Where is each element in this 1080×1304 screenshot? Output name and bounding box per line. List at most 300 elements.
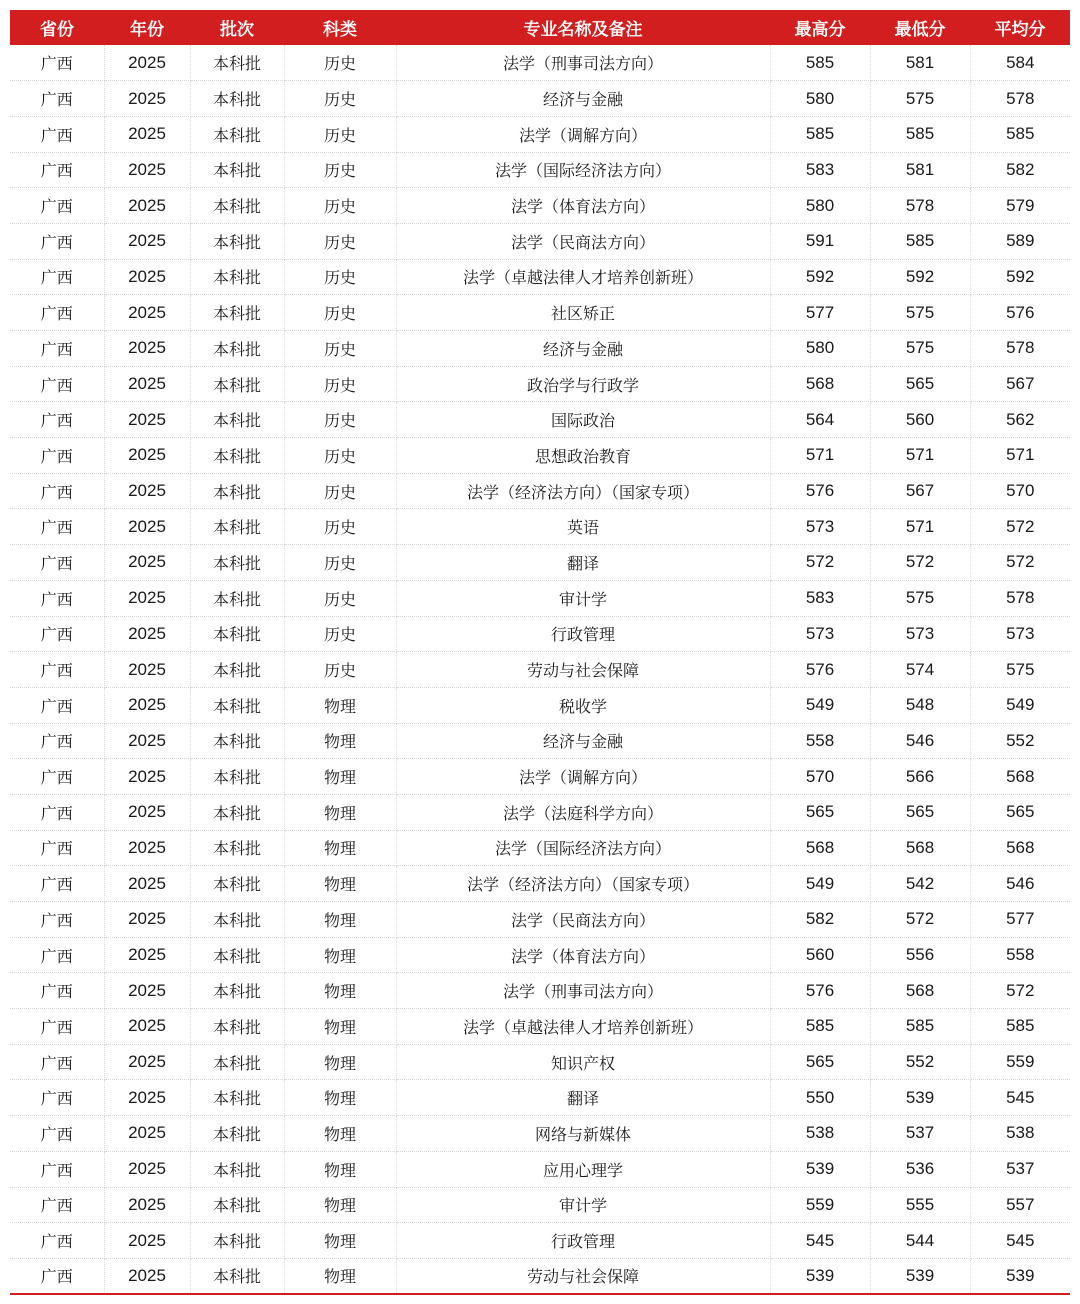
cell-avg-score: 537 bbox=[970, 1151, 1070, 1187]
cell-avg-score: 575 bbox=[970, 652, 1070, 688]
table-row bbox=[10, 973, 1070, 1009]
cell-province: 广西 bbox=[10, 1009, 104, 1045]
cell-year: 2025 bbox=[104, 616, 190, 652]
cell-min-score: 581 bbox=[870, 152, 970, 188]
cell-subject-category: 物理 bbox=[284, 794, 396, 830]
cell-min-score: 575 bbox=[870, 81, 970, 117]
cell-province: 广西 bbox=[10, 223, 104, 259]
cell-major-name: 法学（刑事司法方向） bbox=[396, 973, 770, 1009]
cell-max-score: 580 bbox=[770, 81, 870, 117]
cell-min-score: 568 bbox=[870, 973, 970, 1009]
cell-year: 2025 bbox=[104, 509, 190, 545]
cell-avg-score: 562 bbox=[970, 402, 1070, 438]
cell-province: 广西 bbox=[10, 1044, 104, 1080]
cell-major-name: 法学（法庭科学方向） bbox=[396, 794, 770, 830]
cell-min-score: 565 bbox=[870, 794, 970, 830]
table-row bbox=[10, 1151, 1070, 1187]
cell-min-score: 566 bbox=[870, 759, 970, 795]
cell-batch: 本科批 bbox=[190, 973, 284, 1009]
cell-major-name: 经济与金融 bbox=[396, 723, 770, 759]
cell-avg-score: 592 bbox=[970, 259, 1070, 295]
cell-province: 广西 bbox=[10, 723, 104, 759]
cell-year: 2025 bbox=[104, 188, 190, 224]
cell-year: 2025 bbox=[104, 81, 190, 117]
header-province: 省份 bbox=[10, 10, 104, 45]
cell-subject-category: 历史 bbox=[284, 366, 396, 402]
cell-batch: 本科批 bbox=[190, 866, 284, 902]
cell-batch: 本科批 bbox=[190, 366, 284, 402]
cell-batch: 本科批 bbox=[190, 937, 284, 973]
cell-max-score: 582 bbox=[770, 902, 870, 938]
header-year: 年份 bbox=[104, 10, 190, 45]
cell-batch: 本科批 bbox=[190, 723, 284, 759]
table-row bbox=[10, 1080, 1070, 1116]
cell-subject-category: 历史 bbox=[284, 152, 396, 188]
cell-province: 广西 bbox=[10, 259, 104, 295]
table-row bbox=[10, 1187, 1070, 1223]
cell-year: 2025 bbox=[104, 652, 190, 688]
cell-min-score: 585 bbox=[870, 116, 970, 152]
cell-batch: 本科批 bbox=[190, 1223, 284, 1259]
cell-max-score: 538 bbox=[770, 1116, 870, 1152]
cell-year: 2025 bbox=[104, 1151, 190, 1187]
cell-province: 广西 bbox=[10, 1080, 104, 1116]
cell-province: 广西 bbox=[10, 937, 104, 973]
cell-max-score: 585 bbox=[770, 116, 870, 152]
cell-batch: 本科批 bbox=[190, 116, 284, 152]
table-row bbox=[10, 366, 1070, 402]
cell-max-score: 568 bbox=[770, 830, 870, 866]
cell-max-score: 573 bbox=[770, 616, 870, 652]
cell-max-score: 583 bbox=[770, 152, 870, 188]
cell-avg-score: 589 bbox=[970, 223, 1070, 259]
cell-batch: 本科批 bbox=[190, 509, 284, 545]
cell-max-score: 568 bbox=[770, 366, 870, 402]
cell-year: 2025 bbox=[104, 1187, 190, 1223]
cell-min-score: 542 bbox=[870, 866, 970, 902]
cell-max-score: 565 bbox=[770, 1044, 870, 1080]
cell-major-name: 网络与新媒体 bbox=[396, 1116, 770, 1152]
cell-min-score: 567 bbox=[870, 473, 970, 509]
cell-major-name: 行政管理 bbox=[396, 616, 770, 652]
cell-subject-category: 历史 bbox=[284, 616, 396, 652]
cell-province: 广西 bbox=[10, 1223, 104, 1259]
cell-batch: 本科批 bbox=[190, 473, 284, 509]
cell-province: 广西 bbox=[10, 973, 104, 1009]
cell-min-score: 555 bbox=[870, 1187, 970, 1223]
table-row bbox=[10, 81, 1070, 117]
table-row bbox=[10, 652, 1070, 688]
cell-avg-score: 572 bbox=[970, 973, 1070, 1009]
cell-max-score: 592 bbox=[770, 259, 870, 295]
header-row bbox=[10, 10, 1070, 45]
cell-min-score: 548 bbox=[870, 687, 970, 723]
table-row bbox=[10, 259, 1070, 295]
cell-subject-category: 物理 bbox=[284, 830, 396, 866]
cell-batch: 本科批 bbox=[190, 331, 284, 367]
cell-subject-category: 物理 bbox=[284, 1258, 396, 1294]
cell-subject-category: 历史 bbox=[284, 473, 396, 509]
cell-major-name: 经济与金融 bbox=[396, 81, 770, 117]
cell-year: 2025 bbox=[104, 687, 190, 723]
cell-max-score: 580 bbox=[770, 331, 870, 367]
cell-subject-category: 历史 bbox=[284, 295, 396, 331]
cell-year: 2025 bbox=[104, 223, 190, 259]
cell-batch: 本科批 bbox=[190, 759, 284, 795]
cell-max-score: 585 bbox=[770, 1009, 870, 1045]
cell-batch: 本科批 bbox=[190, 259, 284, 295]
cell-max-score: 565 bbox=[770, 794, 870, 830]
cell-province: 广西 bbox=[10, 759, 104, 795]
cell-province: 广西 bbox=[10, 45, 104, 81]
header-max-score: 最高分 bbox=[770, 10, 870, 45]
cell-major-name: 社区矫正 bbox=[396, 295, 770, 331]
cell-major-name: 法学（卓越法律人才培养创新班） bbox=[396, 1009, 770, 1045]
cell-year: 2025 bbox=[104, 545, 190, 581]
cell-max-score: 576 bbox=[770, 652, 870, 688]
cell-max-score: 576 bbox=[770, 473, 870, 509]
table-row bbox=[10, 687, 1070, 723]
cell-max-score: 571 bbox=[770, 438, 870, 474]
header-batch: 批次 bbox=[190, 10, 284, 45]
cell-subject-category: 历史 bbox=[284, 438, 396, 474]
cell-major-name: 法学（国际经济法方向） bbox=[396, 830, 770, 866]
cell-subject-category: 物理 bbox=[284, 759, 396, 795]
cell-major-name: 法学（民商法方向） bbox=[396, 223, 770, 259]
cell-year: 2025 bbox=[104, 937, 190, 973]
cell-year: 2025 bbox=[104, 866, 190, 902]
cell-min-score: 539 bbox=[870, 1258, 970, 1294]
table-row bbox=[10, 1258, 1070, 1294]
cell-province: 广西 bbox=[10, 830, 104, 866]
cell-min-score: 571 bbox=[870, 509, 970, 545]
cell-max-score: 550 bbox=[770, 1080, 870, 1116]
cell-year: 2025 bbox=[104, 259, 190, 295]
cell-batch: 本科批 bbox=[190, 687, 284, 723]
cell-avg-score: 568 bbox=[970, 759, 1070, 795]
cell-avg-score: 568 bbox=[970, 830, 1070, 866]
cell-major-name: 经济与金融 bbox=[396, 331, 770, 367]
cell-year: 2025 bbox=[104, 1258, 190, 1294]
cell-major-name: 审计学 bbox=[396, 1187, 770, 1223]
cell-province: 广西 bbox=[10, 1258, 104, 1294]
cell-max-score: 539 bbox=[770, 1258, 870, 1294]
cell-avg-score: 572 bbox=[970, 545, 1070, 581]
cell-major-name: 应用心理学 bbox=[396, 1151, 770, 1187]
table-row bbox=[10, 116, 1070, 152]
cell-province: 广西 bbox=[10, 81, 104, 117]
cell-major-name: 翻译 bbox=[396, 545, 770, 581]
cell-major-name: 政治学与行政学 bbox=[396, 366, 770, 402]
cell-subject-category: 历史 bbox=[284, 223, 396, 259]
cell-max-score: 559 bbox=[770, 1187, 870, 1223]
table-row bbox=[10, 509, 1070, 545]
cell-subject-category: 历史 bbox=[284, 81, 396, 117]
cell-min-score: 578 bbox=[870, 188, 970, 224]
cell-max-score: 591 bbox=[770, 223, 870, 259]
cell-province: 广西 bbox=[10, 794, 104, 830]
cell-year: 2025 bbox=[104, 830, 190, 866]
cell-batch: 本科批 bbox=[190, 902, 284, 938]
cell-year: 2025 bbox=[104, 45, 190, 81]
cell-subject-category: 历史 bbox=[284, 259, 396, 295]
cell-avg-score: 577 bbox=[970, 902, 1070, 938]
cell-min-score: 574 bbox=[870, 652, 970, 688]
cell-subject-category: 历史 bbox=[284, 188, 396, 224]
cell-max-score: 545 bbox=[770, 1223, 870, 1259]
cell-year: 2025 bbox=[104, 473, 190, 509]
cell-batch: 本科批 bbox=[190, 580, 284, 616]
cell-max-score: 560 bbox=[770, 937, 870, 973]
cell-province: 广西 bbox=[10, 1116, 104, 1152]
cell-subject-category: 历史 bbox=[284, 116, 396, 152]
cell-batch: 本科批 bbox=[190, 545, 284, 581]
cell-max-score: 583 bbox=[770, 580, 870, 616]
cell-min-score: 556 bbox=[870, 937, 970, 973]
cell-batch: 本科批 bbox=[190, 402, 284, 438]
cell-batch: 本科批 bbox=[190, 295, 284, 331]
table-row bbox=[10, 1223, 1070, 1259]
table-row bbox=[10, 438, 1070, 474]
cell-avg-score: 578 bbox=[970, 331, 1070, 367]
cell-batch: 本科批 bbox=[190, 1116, 284, 1152]
header-major-name: 专业名称及备注 bbox=[396, 10, 770, 45]
cell-major-name: 思想政治教育 bbox=[396, 438, 770, 474]
cell-province: 广西 bbox=[10, 545, 104, 581]
cell-batch: 本科批 bbox=[190, 1151, 284, 1187]
cell-avg-score: 557 bbox=[970, 1187, 1070, 1223]
cell-max-score: 564 bbox=[770, 402, 870, 438]
cell-year: 2025 bbox=[104, 723, 190, 759]
cell-province: 广西 bbox=[10, 902, 104, 938]
cell-max-score: 576 bbox=[770, 973, 870, 1009]
cell-max-score: 573 bbox=[770, 509, 870, 545]
cell-subject-category: 物理 bbox=[284, 1009, 396, 1045]
table-row bbox=[10, 1009, 1070, 1045]
cell-major-name: 审计学 bbox=[396, 580, 770, 616]
cell-province: 广西 bbox=[10, 152, 104, 188]
cell-province: 广西 bbox=[10, 580, 104, 616]
cell-year: 2025 bbox=[104, 1009, 190, 1045]
table-row bbox=[10, 45, 1070, 81]
cell-avg-score: 582 bbox=[970, 152, 1070, 188]
table-row bbox=[10, 1116, 1070, 1152]
cell-province: 广西 bbox=[10, 438, 104, 474]
cell-avg-score: 571 bbox=[970, 438, 1070, 474]
table-row bbox=[10, 580, 1070, 616]
table-row bbox=[10, 331, 1070, 367]
cell-major-name: 法学（体育法方向） bbox=[396, 188, 770, 224]
cell-max-score: 570 bbox=[770, 759, 870, 795]
cell-province: 广西 bbox=[10, 402, 104, 438]
cell-province: 广西 bbox=[10, 473, 104, 509]
cell-year: 2025 bbox=[104, 1044, 190, 1080]
table-row bbox=[10, 830, 1070, 866]
cell-subject-category: 历史 bbox=[284, 509, 396, 545]
cell-batch: 本科批 bbox=[190, 652, 284, 688]
cell-year: 2025 bbox=[104, 331, 190, 367]
cell-batch: 本科批 bbox=[190, 188, 284, 224]
cell-batch: 本科批 bbox=[190, 438, 284, 474]
table-row bbox=[10, 223, 1070, 259]
cell-year: 2025 bbox=[104, 295, 190, 331]
cell-province: 广西 bbox=[10, 116, 104, 152]
cell-min-score: 539 bbox=[870, 1080, 970, 1116]
cell-batch: 本科批 bbox=[190, 45, 284, 81]
cell-major-name: 法学（调解方向） bbox=[396, 116, 770, 152]
table-row bbox=[10, 1044, 1070, 1080]
cell-batch: 本科批 bbox=[190, 1044, 284, 1080]
cell-min-score: 592 bbox=[870, 259, 970, 295]
cell-max-score: 577 bbox=[770, 295, 870, 331]
cell-avg-score: 579 bbox=[970, 188, 1070, 224]
cell-min-score: 575 bbox=[870, 580, 970, 616]
cell-min-score: 568 bbox=[870, 830, 970, 866]
cell-year: 2025 bbox=[104, 1223, 190, 1259]
cell-batch: 本科批 bbox=[190, 1080, 284, 1116]
cell-year: 2025 bbox=[104, 580, 190, 616]
cell-min-score: 581 bbox=[870, 45, 970, 81]
cell-batch: 本科批 bbox=[190, 223, 284, 259]
cell-province: 广西 bbox=[10, 366, 104, 402]
cell-avg-score: 538 bbox=[970, 1116, 1070, 1152]
cell-avg-score: 578 bbox=[970, 580, 1070, 616]
table-row bbox=[10, 723, 1070, 759]
cell-major-name: 法学（经济法方向）（国家专项） bbox=[396, 473, 770, 509]
cell-min-score: 536 bbox=[870, 1151, 970, 1187]
cell-avg-score: 572 bbox=[970, 509, 1070, 545]
cell-min-score: 572 bbox=[870, 902, 970, 938]
table-row bbox=[10, 902, 1070, 938]
cell-year: 2025 bbox=[104, 794, 190, 830]
cell-year: 2025 bbox=[104, 438, 190, 474]
cell-province: 广西 bbox=[10, 866, 104, 902]
cell-max-score: 549 bbox=[770, 687, 870, 723]
cell-avg-score: 573 bbox=[970, 616, 1070, 652]
cell-avg-score: 578 bbox=[970, 81, 1070, 117]
cell-avg-score: 539 bbox=[970, 1258, 1070, 1294]
cell-avg-score: 570 bbox=[970, 473, 1070, 509]
cell-min-score: 572 bbox=[870, 545, 970, 581]
cell-subject-category: 物理 bbox=[284, 973, 396, 1009]
cell-subject-category: 物理 bbox=[284, 1116, 396, 1152]
cell-year: 2025 bbox=[104, 902, 190, 938]
cell-max-score: 549 bbox=[770, 866, 870, 902]
cell-province: 广西 bbox=[10, 652, 104, 688]
cell-batch: 本科批 bbox=[190, 1009, 284, 1045]
table-row bbox=[10, 188, 1070, 224]
cell-province: 广西 bbox=[10, 1187, 104, 1223]
cell-major-name: 翻译 bbox=[396, 1080, 770, 1116]
table-row bbox=[10, 866, 1070, 902]
cell-year: 2025 bbox=[104, 1080, 190, 1116]
cell-subject-category: 历史 bbox=[284, 652, 396, 688]
cell-major-name: 法学（卓越法律人才培养创新班） bbox=[396, 259, 770, 295]
cell-avg-score: 585 bbox=[970, 1009, 1070, 1045]
cell-subject-category: 历史 bbox=[284, 402, 396, 438]
cell-major-name: 法学（民商法方向） bbox=[396, 902, 770, 938]
cell-avg-score: 545 bbox=[970, 1080, 1070, 1116]
score-table-container bbox=[10, 10, 1070, 1295]
cell-year: 2025 bbox=[104, 402, 190, 438]
table-row bbox=[10, 759, 1070, 795]
cell-major-name: 知识产权 bbox=[396, 1044, 770, 1080]
cell-min-score: 575 bbox=[870, 331, 970, 367]
cell-subject-category: 物理 bbox=[284, 1223, 396, 1259]
cell-min-score: 544 bbox=[870, 1223, 970, 1259]
header-avg-score: 平均分 bbox=[970, 10, 1070, 45]
cell-min-score: 585 bbox=[870, 223, 970, 259]
cell-batch: 本科批 bbox=[190, 1258, 284, 1294]
cell-max-score: 572 bbox=[770, 545, 870, 581]
table-row bbox=[10, 937, 1070, 973]
cell-subject-category: 历史 bbox=[284, 545, 396, 581]
cell-max-score: 539 bbox=[770, 1151, 870, 1187]
cell-min-score: 560 bbox=[870, 402, 970, 438]
cell-major-name: 劳动与社会保障 bbox=[396, 652, 770, 688]
cell-subject-category: 物理 bbox=[284, 1151, 396, 1187]
table-header bbox=[10, 10, 1070, 45]
cell-year: 2025 bbox=[104, 152, 190, 188]
cell-batch: 本科批 bbox=[190, 616, 284, 652]
cell-province: 广西 bbox=[10, 331, 104, 367]
cell-subject-category: 物理 bbox=[284, 1080, 396, 1116]
cell-max-score: 585 bbox=[770, 45, 870, 81]
cell-major-name: 法学（体育法方向） bbox=[396, 937, 770, 973]
cell-subject-category: 历史 bbox=[284, 331, 396, 367]
cell-avg-score: 552 bbox=[970, 723, 1070, 759]
header-subject-category: 科类 bbox=[284, 10, 396, 45]
cell-major-name: 法学（国际经济法方向） bbox=[396, 152, 770, 188]
cell-subject-category: 物理 bbox=[284, 902, 396, 938]
cell-avg-score: 549 bbox=[970, 687, 1070, 723]
cell-avg-score: 576 bbox=[970, 295, 1070, 331]
cell-min-score: 571 bbox=[870, 438, 970, 474]
cell-year: 2025 bbox=[104, 1116, 190, 1152]
cell-avg-score: 584 bbox=[970, 45, 1070, 81]
cell-subject-category: 物理 bbox=[284, 866, 396, 902]
cell-year: 2025 bbox=[104, 759, 190, 795]
cell-subject-category: 物理 bbox=[284, 1044, 396, 1080]
cell-avg-score: 546 bbox=[970, 866, 1070, 902]
cell-min-score: 552 bbox=[870, 1044, 970, 1080]
cell-major-name: 法学（经济法方向）（国家专项） bbox=[396, 866, 770, 902]
cell-avg-score: 565 bbox=[970, 794, 1070, 830]
cell-batch: 本科批 bbox=[190, 830, 284, 866]
table-body bbox=[10, 45, 1070, 1294]
cell-min-score: 573 bbox=[870, 616, 970, 652]
cell-major-name: 英语 bbox=[396, 509, 770, 545]
cell-min-score: 537 bbox=[870, 1116, 970, 1152]
table-row bbox=[10, 545, 1070, 581]
cell-avg-score: 545 bbox=[970, 1223, 1070, 1259]
cell-avg-score: 558 bbox=[970, 937, 1070, 973]
cell-min-score: 546 bbox=[870, 723, 970, 759]
cell-min-score: 585 bbox=[870, 1009, 970, 1045]
cell-avg-score: 567 bbox=[970, 366, 1070, 402]
cell-batch: 本科批 bbox=[190, 794, 284, 830]
table-row bbox=[10, 402, 1070, 438]
table-row bbox=[10, 473, 1070, 509]
cell-subject-category: 物理 bbox=[284, 937, 396, 973]
cell-major-name: 法学（刑事司法方向） bbox=[396, 45, 770, 81]
cell-batch: 本科批 bbox=[190, 1187, 284, 1223]
cell-subject-category: 物理 bbox=[284, 723, 396, 759]
table-row bbox=[10, 616, 1070, 652]
cell-province: 广西 bbox=[10, 616, 104, 652]
cell-year: 2025 bbox=[104, 116, 190, 152]
cell-year: 2025 bbox=[104, 973, 190, 1009]
